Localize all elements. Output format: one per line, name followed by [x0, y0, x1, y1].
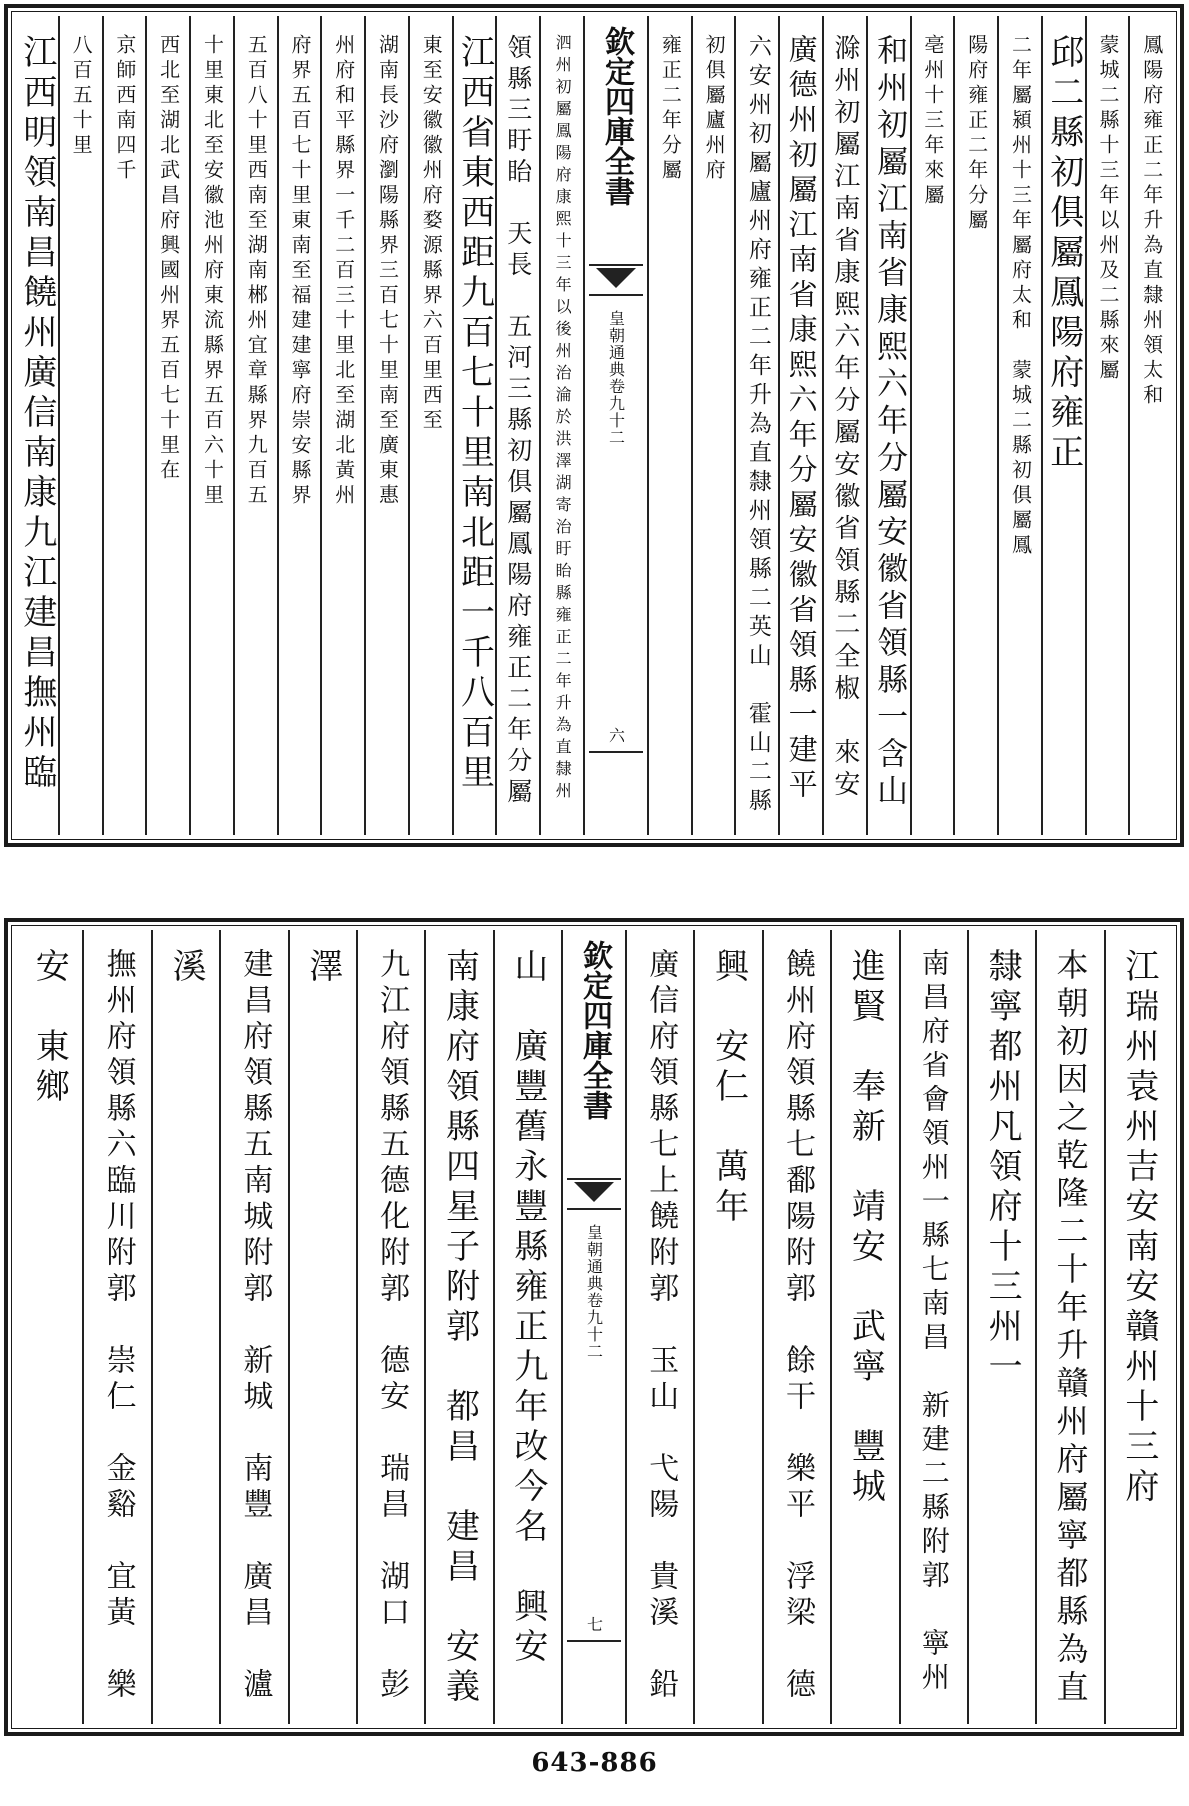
lower-page-columns	[16, 930, 1172, 1724]
text-column	[495, 16, 539, 835]
fish-tail-mark	[567, 1178, 621, 1210]
lower-page	[4, 918, 1184, 1736]
column-text: 東至安徽徽州府婺源縣界六百里西至	[419, 34, 444, 434]
column-text: 澤	[302, 948, 343, 988]
text-column	[408, 16, 452, 835]
column-text: 亳州十三年來屬	[920, 34, 945, 209]
column-text: 江西明領南昌饒州廣信南康九江建昌撫州臨	[16, 34, 57, 794]
folio-number: 六	[606, 727, 626, 745]
text-column	[151, 930, 219, 1724]
text-column	[1128, 16, 1172, 835]
folio-rule	[567, 1640, 621, 1642]
text-column	[625, 930, 693, 1724]
column-text: 邱二縣初俱屬鳳陽府雍正	[1043, 34, 1084, 474]
center-fold-column	[561, 930, 625, 1724]
text-column	[364, 16, 408, 835]
text-column	[320, 16, 364, 835]
text-column	[424, 930, 492, 1724]
text-column	[1104, 930, 1172, 1724]
upper-page-columns	[16, 16, 1172, 835]
column-text: 江西省東西距九百七十里南北距一千八百里	[454, 34, 495, 794]
text-column	[16, 16, 58, 835]
book-title: 欽定四庫全書	[577, 940, 612, 1120]
book-title: 欽定四庫全書	[598, 26, 634, 206]
column-text: 廣德州初屬江南省康熙六年分屬安徽省領縣一建平	[784, 34, 819, 804]
column-text: 建昌府領縣五南城附郭 新城 南豐 廣昌 瀘	[237, 948, 273, 1704]
column-text: 南康府領縣四星子附郭 都昌 建昌 安義	[439, 948, 480, 1708]
column-text: 湖南長沙府瀏陽縣界三百七十里南至廣東惠	[375, 34, 400, 509]
chapter-title: 皇朝通典卷九十二	[606, 310, 626, 446]
column-text: 初俱屬廬州府	[702, 34, 727, 184]
text-column	[910, 16, 954, 835]
text-column	[693, 930, 761, 1724]
text-column	[145, 16, 189, 835]
column-text: 和州初屬江南省康熙六年分屬安徽省領縣一含山	[871, 34, 908, 811]
column-text: 雍正二年分屬	[658, 34, 683, 184]
column-text: 州府和平縣界一千二百三十里北至湖北黃州	[331, 34, 356, 509]
column-text: 饒州府領縣七鄱陽附郭 餘干 樂平 浮梁 德	[779, 948, 815, 1704]
column-text: 鳳陽府雍正二年升為直隸州領太和	[1139, 34, 1164, 409]
column-text: 二年屬潁州十三年屬府太和 蒙城二縣初俱屬鳳	[1008, 34, 1033, 559]
text-column	[539, 16, 583, 835]
text-column	[277, 16, 321, 835]
column-text: 五百八十里西南至湖南郴州宜章縣界九百五	[244, 34, 269, 509]
text-column	[189, 16, 233, 835]
column-text: 八百五十里	[69, 34, 94, 159]
text-column	[452, 16, 496, 835]
folio-number: 七	[584, 1616, 604, 1634]
page-code: 643-886	[531, 1748, 658, 1778]
column-text: 安 東鄉	[29, 948, 70, 1108]
column-text: 廣信府領縣七上饒附郭 玉山 弋陽 貴溪 鉛	[643, 948, 679, 1704]
column-text: 西北至湖北武昌府興國州界五百七十里在	[156, 34, 181, 484]
text-column	[1085, 16, 1129, 835]
text-column	[493, 930, 561, 1724]
text-column	[762, 930, 830, 1724]
text-column	[16, 930, 82, 1724]
column-text: 陽府雍正二年分屬	[964, 34, 989, 234]
text-column	[1035, 930, 1103, 1724]
text-column	[58, 16, 102, 835]
column-text: 府界五百七十里東南至福建建寧府崇安縣界	[287, 34, 312, 509]
column-text: 進賢 奉新 靖安 武寧 豐城	[845, 948, 886, 1508]
column-text: 溪	[165, 948, 206, 988]
column-text: 六安州初屬廬州府雍正二年升為直隸州領縣二英山 霍山二縣	[744, 34, 771, 817]
folio-rule	[589, 751, 643, 753]
column-text: 泗州初屬鳳陽府康熙十三年以後州治淪於洪澤湖寄治盱眙縣雍正二年升為直隸州	[553, 34, 573, 804]
column-text: 蒙城二縣十三年以州及二縣來屬	[1095, 34, 1120, 384]
column-text: 興 安仁 萬年	[708, 948, 749, 1228]
column-text: 領縣三盱眙 天長 五河三縣初俱屬鳳陽府雍正二年分屬	[503, 34, 533, 809]
column-text: 京師西南四千	[112, 34, 137, 184]
text-column	[691, 16, 735, 835]
text-column	[82, 930, 150, 1724]
upper-page	[4, 4, 1184, 847]
text-column	[102, 16, 146, 835]
text-column	[233, 16, 277, 835]
fish-tail-mark	[589, 264, 643, 296]
text-column	[967, 930, 1035, 1724]
text-column	[288, 930, 356, 1724]
text-column	[734, 16, 778, 835]
chapter-title: 皇朝通典卷九十二	[584, 1224, 604, 1360]
column-text: 南昌府省會領州一縣七南昌 新建二縣附郭 寧州	[917, 948, 951, 1696]
text-column	[953, 16, 997, 835]
column-text: 江瑞州袁州吉安南安贛州十三府	[1118, 948, 1159, 1508]
text-column	[219, 930, 287, 1724]
text-column	[997, 16, 1041, 835]
text-column	[822, 16, 866, 835]
center-fold-column	[583, 16, 647, 835]
column-text: 本朝初因之乾隆二十年升贛州府屬寧都縣為直	[1051, 948, 1090, 1708]
column-text: 撫州府領縣六臨川附郭 崇仁 金谿 宜黃 樂	[100, 948, 136, 1704]
text-column	[899, 930, 967, 1724]
column-text: 滁州初屬江南省康熙六年分屬安徽省領縣二全椒 來安	[829, 34, 860, 802]
text-column	[1041, 16, 1085, 835]
text-column	[647, 16, 691, 835]
text-column	[356, 930, 424, 1724]
text-column	[866, 16, 910, 835]
column-text: 隸寧都州凡領府十三州一	[982, 948, 1023, 1388]
text-column	[778, 16, 822, 835]
column-text: 山 廣豐舊永豐縣雍正九年改今名 興安	[507, 948, 548, 1668]
column-text: 十里東北至安徽池州府東流縣界五百六十里	[200, 34, 225, 509]
column-text: 九江府領縣五德化附郭 德安 瑞昌 湖口 彭	[374, 948, 410, 1704]
text-column	[830, 930, 898, 1724]
